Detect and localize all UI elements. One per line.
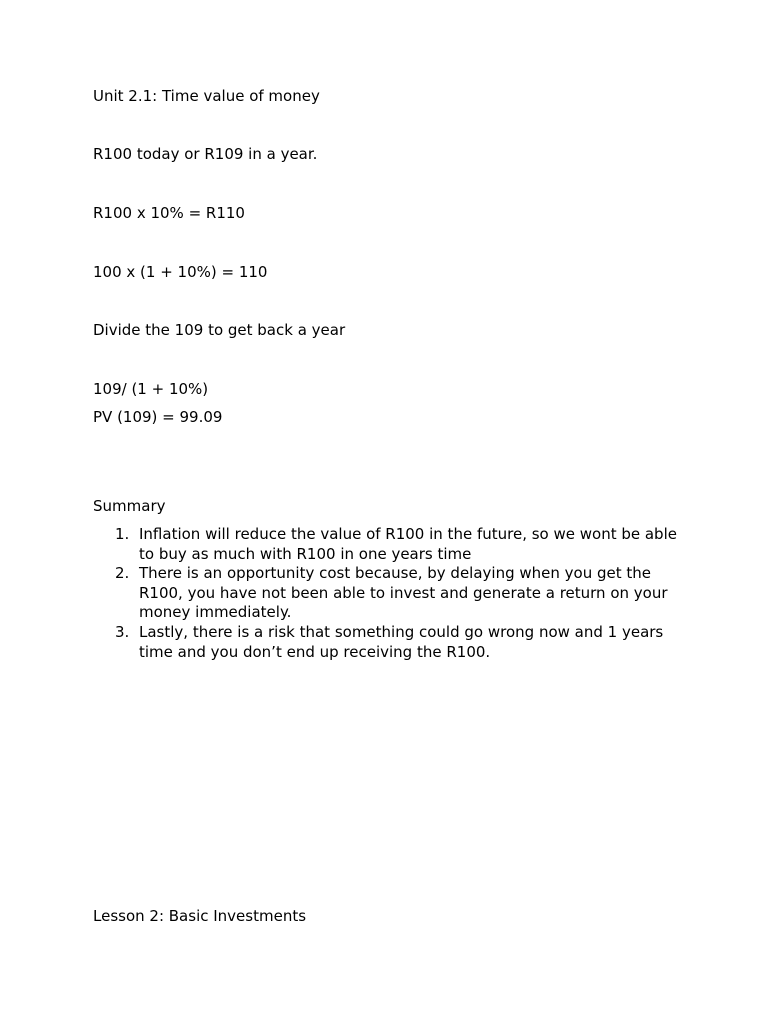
list-item-text: Lastly, there is a risk that something could go wrong now and 1 years time and you don’t end up receiving the R100. (139, 622, 664, 661)
text-line-divide: Divide the 109 to get back a year (93, 321, 346, 339)
text-line-pv: PV (109) = 99.09 (93, 408, 223, 426)
summary-title: Summary (93, 497, 166, 515)
list-item-number: 2. (115, 564, 130, 583)
text-line-calc-2: 100 x (1 + 10%) = 110 (93, 263, 268, 281)
list-item (93, 564, 683, 623)
list-item-number: 3. (115, 622, 130, 641)
text-line-choice: R100 today or R109 in a year. (93, 145, 318, 163)
text-line-formula: 109/ (1 + 10%) (93, 380, 209, 398)
summary-list (93, 525, 683, 662)
unit-heading: Unit 2.1: Time value of money (93, 87, 320, 105)
list-item (93, 525, 683, 564)
lesson-heading: Lesson 2: Basic Investments (93, 907, 307, 925)
list-item-text: Inflation will reduce the value of R100 in the future, so we wont be able to buy as much with R100 in one years time (139, 525, 677, 563)
text-line-calc-1: R100 x 10% = R110 (93, 204, 245, 222)
list-item (93, 623, 683, 662)
list-item-number: 1. (115, 525, 130, 543)
list-item-text: There is an opportunity cost because, by delaying when you get the R100, you have not been able to invest and generate a return on your money immediately. (139, 564, 668, 622)
